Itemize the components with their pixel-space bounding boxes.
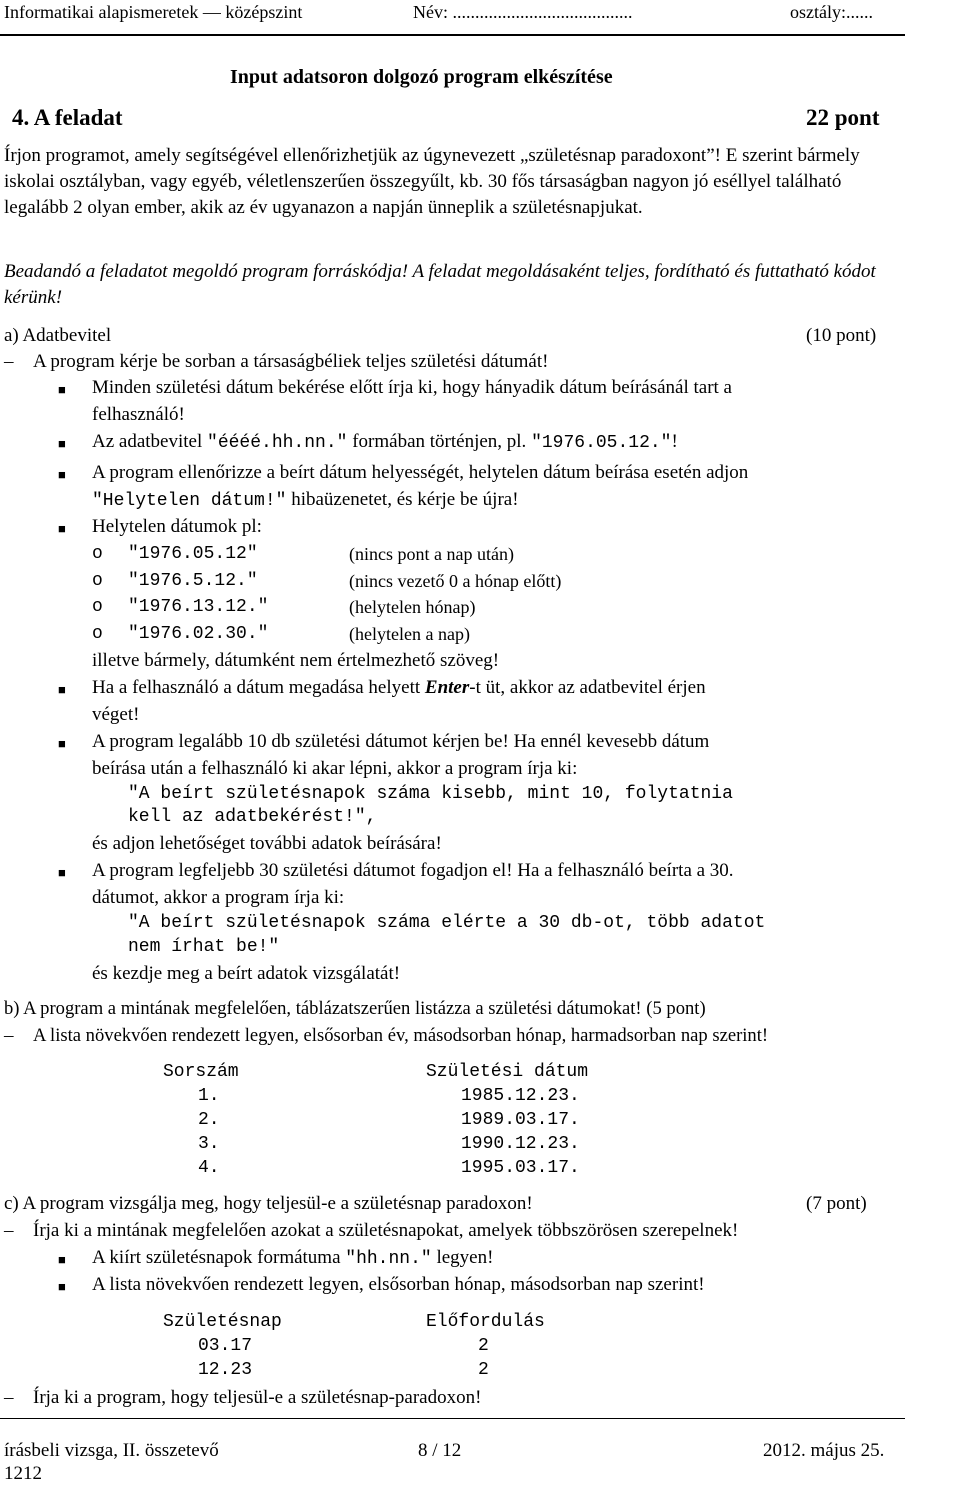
bad-date-note: (nincs pont a nap után)	[349, 544, 514, 564]
bullet-marker: ■	[58, 682, 66, 697]
bad-date-marker: o	[92, 571, 103, 591]
a-bullet6-line2: beírása után a felhasználó ki akar lépni, akkor a program írja ki:	[92, 758, 578, 779]
a-bullet7-line2: dátumot, akkor a program írja ki:	[92, 887, 345, 908]
a-bullet2	[92, 431, 678, 453]
bad-date-marker: o	[92, 624, 103, 644]
footer-rule	[0, 1418, 905, 1419]
table-b-header-2: Születési dátum	[426, 1062, 589, 1082]
a-bullet2-pre: Az adatbevitel	[92, 431, 208, 452]
bullet-marker: ■	[58, 467, 66, 482]
a-bullet6-code1: "A beírt születésnapok száma kisebb, mint 10, folytatnia	[128, 784, 733, 804]
a-bullet2-mid: formában történjen, pl.	[347, 431, 532, 452]
c-bullet1-post: legyen!	[431, 1247, 494, 1268]
bad-date-note: (nincs vezető 0 a hónap előtt)	[349, 571, 562, 591]
table-c-header-1: Születésnap	[163, 1312, 282, 1332]
bullet-marker: ■	[58, 382, 66, 397]
a-bullet5-pre: Ha a felhasználó a dátum megadása helyett	[92, 677, 425, 698]
dash-marker: –	[4, 1387, 14, 1408]
table-b-cell: 1.	[198, 1086, 220, 1106]
intro-paragraph: Írjon programot, amely segítségével ellenőrizhetjük az úgynevezett „születésnap paradoxont”! E szerint bármely iskolai osztályban, vagy egyéb, véletlenszerűen összegyűlt, kb. 30 fős társaságban nagyon jó eséllyel található legalább 2 olyan ember, akik az év ugyanazon a napján ünneplik a születésnapjukat.	[4, 145, 860, 218]
table-c-cell: 2	[478, 1336, 489, 1356]
table-c-cell: 03.17	[198, 1336, 253, 1356]
table-b-cell: 1989.03.17.	[461, 1110, 580, 1130]
section-c-dash1: Írja ki a mintának megfelelően azokat a születésnapokat, amelyek többszörösen szerepelnek!	[33, 1220, 739, 1241]
bad-date-note: (helytelen hónap)	[349, 597, 476, 617]
table-c-header-2: Előfordulás	[426, 1312, 545, 1332]
a-bullet7-code2: nem írhat be!"	[128, 937, 280, 957]
dash-marker: –	[4, 1025, 14, 1046]
bullet-marker: ■	[58, 521, 66, 536]
section-a-points: (10 pont)	[806, 325, 877, 346]
bad-date-code: "1976.05.12"	[128, 544, 258, 564]
table-c-cell: 12.23	[198, 1360, 253, 1380]
table-b-cell: 2.	[198, 1110, 220, 1130]
a-bullet4-after: illetve bármely, dátumként nem értelmezhető szöveg!	[92, 650, 500, 671]
a-bullet3-line1: A program ellenőrizze a beírt dátum helyességét, helytelen dátum beírása esetén adjon	[92, 462, 749, 483]
table-b-cell: 1995.03.17.	[461, 1158, 580, 1178]
a-bullet2-code2: "1976.05.12."	[531, 433, 672, 453]
bad-date-code: "1976.02.30."	[128, 624, 269, 644]
section-a-title: a) Adatbevitel	[4, 325, 112, 346]
a-bullet7-line1: A program legfeljebb 30 születési dátumot fogadjon el! Ha a felhasználó beírta a 30.	[92, 860, 734, 881]
bad-date-note: (helytelen a nap)	[349, 624, 470, 644]
bad-date-marker: o	[92, 544, 103, 564]
enter-key-text: Enter	[424, 677, 470, 698]
table-b-cell: 1990.12.23.	[461, 1134, 580, 1154]
table-b-cell: 3.	[198, 1134, 220, 1154]
header-class: osztály:......	[790, 2, 873, 22]
c-bullet2: A lista növekvően rendezett legyen, elsősorban hónap, másodsorban nap szerint!	[92, 1274, 705, 1295]
a-bullet6-line3: és adjon lehetőséget további adatok beírására!	[92, 833, 442, 854]
bullet-marker: ■	[58, 736, 66, 751]
section-c-title: c) A program vizsgálja meg, hogy teljesül-e a születésnap paradoxon!	[4, 1193, 533, 1214]
bad-date-marker: o	[92, 597, 103, 617]
task-title: 4. A feladat	[12, 105, 123, 130]
a-bullet6-code2: kell az adatbekérést!",	[128, 807, 377, 827]
section-c-points: (7 pont)	[806, 1193, 867, 1214]
bullet-marker: ■	[58, 865, 66, 880]
c-bullet1	[92, 1247, 493, 1269]
dash-marker: –	[4, 351, 14, 372]
footer-date: 2012. május 25.	[763, 1440, 885, 1461]
table-c-cell: 2	[478, 1360, 489, 1380]
a-bullet5-line2: véget!	[92, 704, 140, 725]
a-bullet2-code1: "éééé.hh.nn."	[207, 433, 348, 453]
footer-left: írásbeli vizsga, II. összetevő	[4, 1440, 219, 1461]
bullet-marker: ■	[58, 1279, 66, 1294]
bad-date-code: "1976.5.12."	[128, 571, 258, 591]
a-bullet2-post: !	[671, 431, 678, 452]
a-bullet7-line3: és kezdje meg a beírt adatok vizsgálatát!	[92, 963, 401, 984]
footer-code: 1212	[4, 1463, 42, 1484]
submit-note: Beadandó a feladatot megoldó program forráskódja! A feladat megoldásaként teljes, fordítható és futtatható kódot kérünk!	[4, 261, 876, 308]
header-rule	[0, 34, 905, 36]
table-b-header-1: Sorszám	[163, 1062, 239, 1082]
section-subtitle: Input adatsoron dolgozó program elkészítése	[230, 66, 613, 88]
bullet-marker: ■	[58, 436, 66, 451]
c-bullet1-pre: A kiírt születésnapok formátuma	[92, 1247, 346, 1268]
header-name: Név: ........................................	[413, 2, 633, 22]
a-bullet5-post: -t üt, akkor az adatbevitel érjen	[469, 677, 706, 698]
table-b-cell: 1985.12.23.	[461, 1086, 580, 1106]
a-bullet4: Helytelen dátumok pl:	[92, 516, 262, 537]
a-bullet6-line1: A program legalább 10 db születési dátumot kérjen be! Ha ennél kevesebb dátum	[92, 731, 710, 752]
section-a-dash: A program kérje be sorban a társaságbéliek teljes születési dátumát!	[33, 351, 549, 372]
a-bullet3-post: hibaüzenetet, és kérje be újra!	[286, 489, 519, 510]
a-bullet5-line1	[92, 677, 706, 699]
dash-marker: –	[4, 1220, 14, 1241]
a-bullet7-code1: "A beírt születésnapok száma elérte a 30 db-ot, több adatot	[128, 913, 766, 933]
a-bullet1-line1: Minden születési dátum bekérése előtt írja ki, hogy hányadik dátum beírásánál tart a	[92, 377, 732, 398]
table-b-cell: 4.	[198, 1158, 220, 1178]
section-c-dash2: Írja ki a program, hogy teljesül-e a születésnap-paradoxon!	[33, 1387, 482, 1408]
a-bullet3-code: "Helytelen dátum!"	[92, 491, 287, 511]
a-bullet1-line2: felhasználó!	[92, 404, 185, 425]
footer-page: 8 / 12	[418, 1440, 462, 1461]
section-b-dash: A lista növekvően rendezett legyen, elsősorban év, másodsorban hónap, harmadsorban nap szerint!	[33, 1025, 769, 1046]
task-points: 22 pont	[806, 105, 880, 130]
bad-date-code: "1976.13.12."	[128, 597, 269, 617]
a-bullet3-line2	[92, 489, 519, 511]
c-bullet1-code: "hh.nn."	[345, 1249, 432, 1269]
section-b-title: b) A program a mintának megfelelően, táblázatszerűen listázza a születési dátumokat! (5 pont)	[4, 998, 706, 1019]
bullet-marker: ■	[58, 1252, 66, 1267]
header-left: Informatikai alapismeretek — középszint	[4, 2, 303, 22]
